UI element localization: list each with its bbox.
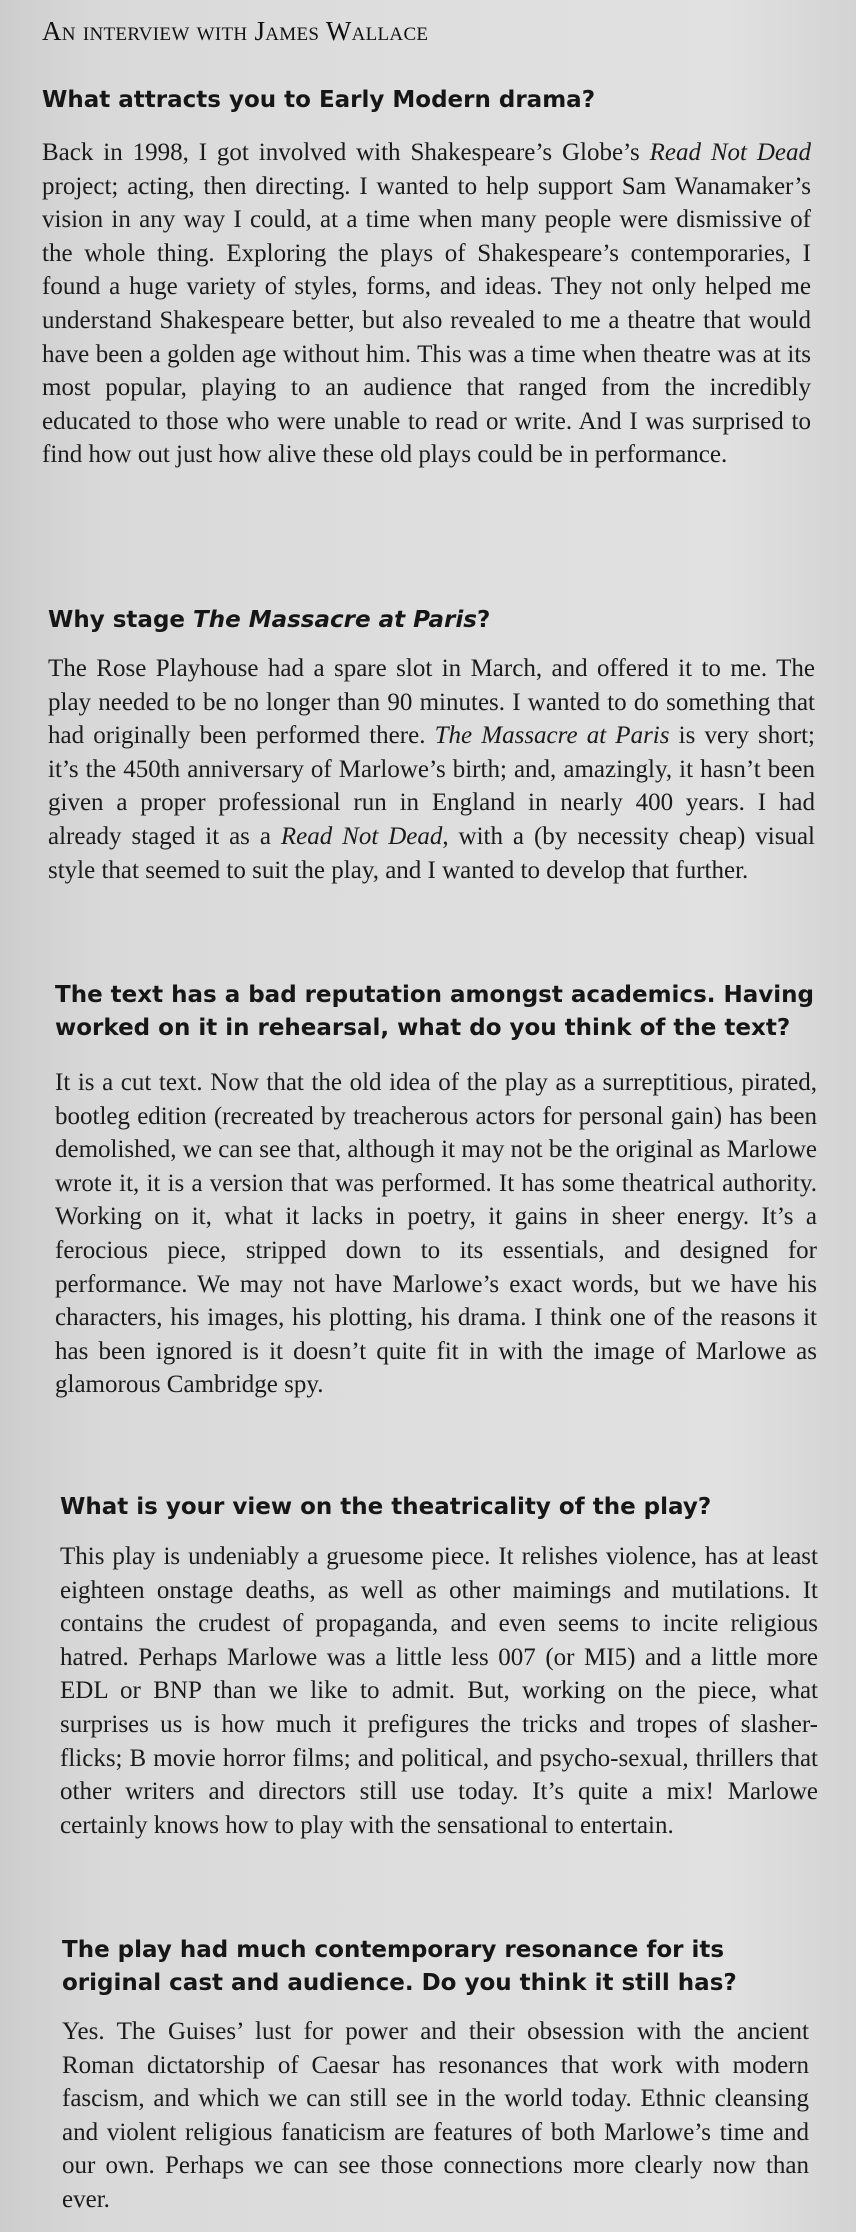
- question-2-text: ?: [476, 607, 491, 633]
- answer-4: This play is undeniably a gruesome piece. It relishes violence, has at least eighteen onstage deaths, as well as other maimings and mutilations. It contains the crudest of propaganda, and even seems to incite religious hatred. Perhaps Marlowe was a little less 007 (or MI5) and a little more EDL or BNP than we like to admit. But, working on the piece, what surprises us is how much it prefigures the tricks and tropes of slasher-flicks; B movie horror films; and political, and psycho-sexual, thrillers that other writers and directors still use today. It’s quite a mix! Marlowe certainly knows how to play with the sensational to entertain.: [60, 1543, 818, 1839]
- answer-5: Yes. The Guises’ lust for power and their obsession with the ancient Roman dictatorship of Caesar has resonances that work with modern fascism, and which we can still see in the world today. Ethnic cleansing and violent religious fanaticism are features of both Marlowe’s time and our own. Perhaps we can see those connections more clearly now than ever.: [62, 2018, 809, 2213]
- question-2: [48, 604, 818, 637]
- question-1: What attracts you to Early Modern drama?: [42, 87, 596, 113]
- answer-1-text: project; acting, then directing. I wanted to help support Sam Wanamaker’s vision in any way I could, at a time when many people were dismissive of the whole thing. Exploring the plays of Shakespeare’s contemporaries, I found a huge variety of styles, forms, and ideas. They not only helped me understand Shakespeare better, but also revealed to me a theatre that would have been a golden age without him. This was a time when theatre was at its most popular, playing to an audience that ranged from the incredibly educated to those who were unable to read or write. And I was surprised to find how out just how alive these old plays could be in performance.: [42, 172, 811, 469]
- answer-1-title-read-not-dead: Read Not Dead: [649, 139, 811, 166]
- answer-2-text: , with a (by necessity cheap) visual style that seemed to suit the play, and I wanted to develop that further.: [48, 822, 816, 884]
- question-2-text: Why stage: [48, 607, 194, 633]
- answer-1: [42, 136, 811, 472]
- answer-2-title-read-not-dead: Read Not Dead: [280, 822, 443, 850]
- article-title: An interview with James Wallace: [42, 16, 429, 46]
- answer-3: It is a cut text. Now that the old idea of the play as a surreptitious, pirated, bootleg edition (recreated by treacherous actors for personal gain) has been demolished, we can see that, although it may not be the original as Marlowe wrote it, it is a version that was performed. It has some theatrical authority. Working on it, what it lacks in poetry, it gains in sheer energy. It’s a ferocious piece, stripped down to its essentials, and designed for performance. We may not have Marlowe’s exact words, but we have his characters, his images, his plotting, his drama. I think one of the reasons it has been ignored is it doesn’t quite fit in with the image of Marlowe as glamorous Cambridge spy.: [55, 1069, 817, 1399]
- question-5: The play had much contemporary resonance for its original cast and audience. Do you think it still has?: [62, 1937, 737, 1996]
- answer-2: [48, 652, 815, 887]
- answer-1-text: Back in 1998, I got involved with Shakespeare’s Globe’s: [42, 139, 650, 166]
- answer-2-play-title: The Massacre at Paris: [434, 722, 670, 750]
- answer-2-text: is very short; it’s the 450th anniversary of Marlowe’s birth; and, amazingly, it hasn’t been given a proper professional run in England in nearly 400 years. I had already staged it as a: [48, 722, 815, 850]
- answer-2-text: The Rose Playhouse had a spare slot in March, and offered it to me. The play needed to be no longer than 90 minutes. I wanted to do something that had originally been performed there.: [48, 655, 815, 750]
- question-4: What is your view on the theatricality of the play?: [60, 1494, 712, 1520]
- question-2-play-title: The Massacre at Paris: [193, 607, 477, 633]
- question-3: The text has a bad reputation amongst academics. Having worked on it in rehearsal, what do you think of the text?: [55, 982, 814, 1041]
